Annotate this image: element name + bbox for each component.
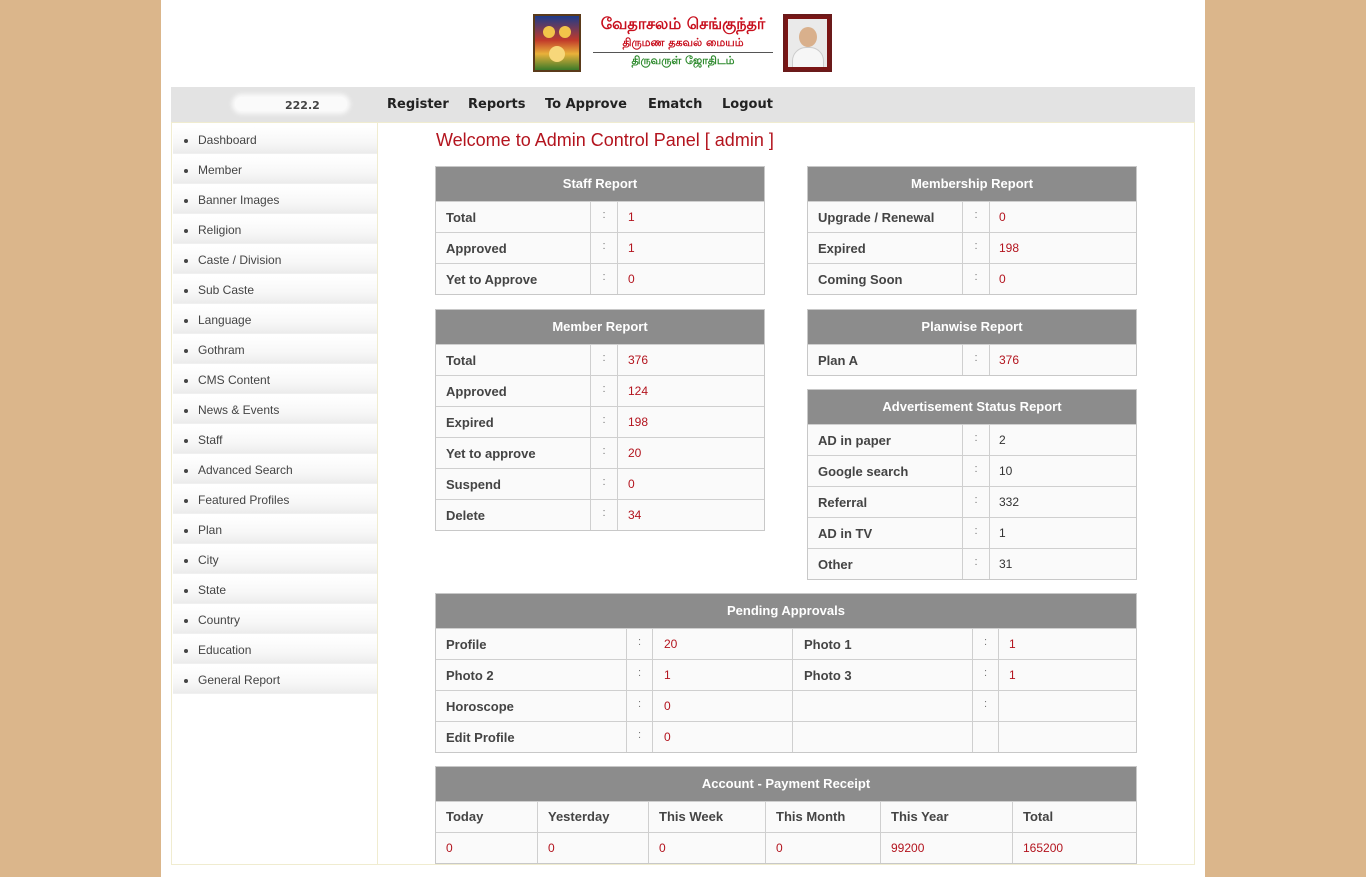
table-row: Expired : 198 (436, 406, 764, 437)
bullet-icon (184, 169, 188, 173)
table-row: Approved : 124 (436, 375, 764, 406)
table-row: Upgrade / Renewal : 0 (808, 201, 1136, 232)
table-row: Edit Profile : 0 (436, 721, 1136, 752)
sidebar-item-advanced-search[interactable]: Advanced Search (173, 457, 377, 484)
bullet-icon (184, 319, 188, 323)
table-row: Yet to Approve : 0 (436, 263, 764, 294)
logo-subtitle: திருமண தகவல் மையம் (622, 36, 744, 49)
nav-logout[interactable]: Logout (722, 97, 773, 112)
sidebar-item-cms-content[interactable]: CMS Content (173, 367, 377, 394)
membership-report-title: Membership Report (808, 167, 1136, 201)
bullet-icon (184, 589, 188, 593)
top-nav (171, 87, 1195, 122)
advertisement-report-table (807, 389, 1137, 580)
bullet-icon (184, 289, 188, 293)
bullet-icon (184, 409, 188, 413)
bullet-icon (184, 349, 188, 353)
logo-title: வேதாசலம் செங்குந்தர் (600, 14, 766, 33)
table-row: Plan A : 376 (808, 344, 1136, 375)
account-receipt-table (435, 766, 1137, 864)
table-row: Google search : 10 (808, 455, 1136, 486)
sidebar-item-gothram[interactable]: Gothram (173, 337, 377, 364)
page-container (161, 0, 1205, 877)
table-row: Horoscope : 0 : (436, 690, 1136, 721)
bullet-icon (184, 439, 188, 443)
bullet-icon (184, 379, 188, 383)
bullet-icon (184, 529, 188, 533)
table-row: 0 0 0 0 99200 165200 (436, 832, 1136, 863)
sidebar-item-staff[interactable]: Staff (173, 427, 377, 454)
bullet-icon (184, 139, 188, 143)
sidebar-item-education[interactable]: Education (173, 637, 377, 664)
table-row: Coming Soon : 0 (808, 263, 1136, 294)
sidebar-item-news-events[interactable]: News & Events (173, 397, 377, 424)
bullet-icon (184, 619, 188, 623)
table-row: Approved : 1 (436, 232, 764, 263)
bullet-icon (184, 469, 188, 473)
sidebar-item-plan[interactable]: Plan (173, 517, 377, 544)
sidebar-item-featured-profiles[interactable]: Featured Profiles (173, 487, 377, 514)
staff-report-title: Staff Report (436, 167, 764, 201)
nav-ematch[interactable]: Ematch (648, 97, 703, 112)
user-id-blurred: 222.2 (235, 97, 347, 111)
site-logo[interactable] (533, 14, 833, 74)
sidebar-item-city[interactable]: City (173, 547, 377, 574)
sidebar-item-sub-caste[interactable]: Sub Caste (173, 277, 377, 304)
pending-approvals-table (435, 593, 1137, 753)
table-row: Referral : 332 (808, 486, 1136, 517)
table-row: Suspend : 0 (436, 468, 764, 499)
sidebar-item-banner-images[interactable]: Banner Images (173, 187, 377, 214)
table-row: Total : 1 (436, 201, 764, 232)
planwise-report-table (807, 309, 1137, 376)
sidebar-item-dashboard[interactable]: Dashboard (173, 127, 377, 154)
founder-photo (783, 14, 832, 72)
bullet-icon (184, 259, 188, 263)
bullet-icon (184, 199, 188, 203)
sidebar-item-language[interactable]: Language (173, 307, 377, 334)
advertisement-report-title: Advertisement Status Report (808, 390, 1136, 424)
table-row: AD in paper : 2 (808, 424, 1136, 455)
logo-tagline: திருவருள் ஜோதிடம் (631, 54, 735, 67)
sidebar-item-member[interactable]: Member (173, 157, 377, 184)
nav-to-approve[interactable]: To Approve (545, 97, 627, 112)
bullet-icon (184, 679, 188, 683)
bullet-icon (184, 229, 188, 233)
sidebar-item-general-report[interactable]: General Report (173, 667, 377, 694)
logo-divider (593, 52, 773, 53)
table-header-row: Today Yesterday This Week This Month This Year Total (436, 801, 1136, 832)
sidebar-item-state[interactable]: State (173, 577, 377, 604)
bullet-icon (184, 499, 188, 503)
member-report-title: Member Report (436, 310, 764, 344)
pending-approvals-title: Pending Approvals (436, 594, 1136, 628)
deity-image (533, 14, 581, 72)
table-row: Profile : 20 Photo 1 : 1 (436, 628, 1136, 659)
table-row: Photo 2 : 1 Photo 3 : 1 (436, 659, 1136, 690)
bullet-icon (184, 649, 188, 653)
sidebar (171, 122, 378, 865)
table-row: Total : 376 (436, 344, 764, 375)
sidebar-item-caste-division[interactable]: Caste / Division (173, 247, 377, 274)
sidebar-item-country[interactable]: Country (173, 607, 377, 634)
table-row: Delete : 34 (436, 499, 764, 530)
membership-report-table (807, 166, 1137, 295)
member-report-table (435, 309, 765, 531)
nav-register[interactable]: Register (387, 97, 449, 112)
staff-report-table (435, 166, 765, 295)
page-title: Welcome to Admin Control Panel [ admin ] (436, 130, 774, 150)
sidebar-item-religion[interactable]: Religion (173, 217, 377, 244)
nav-reports[interactable]: Reports (468, 97, 526, 112)
planwise-report-title: Planwise Report (808, 310, 1136, 344)
table-row: Yet to approve : 20 (436, 437, 764, 468)
table-row: AD in TV : 1 (808, 517, 1136, 548)
bullet-icon (184, 559, 188, 563)
table-row: Other : 31 (808, 548, 1136, 579)
account-receipt-title: Account - Payment Receipt (436, 767, 1136, 801)
table-row: Expired : 198 (808, 232, 1136, 263)
